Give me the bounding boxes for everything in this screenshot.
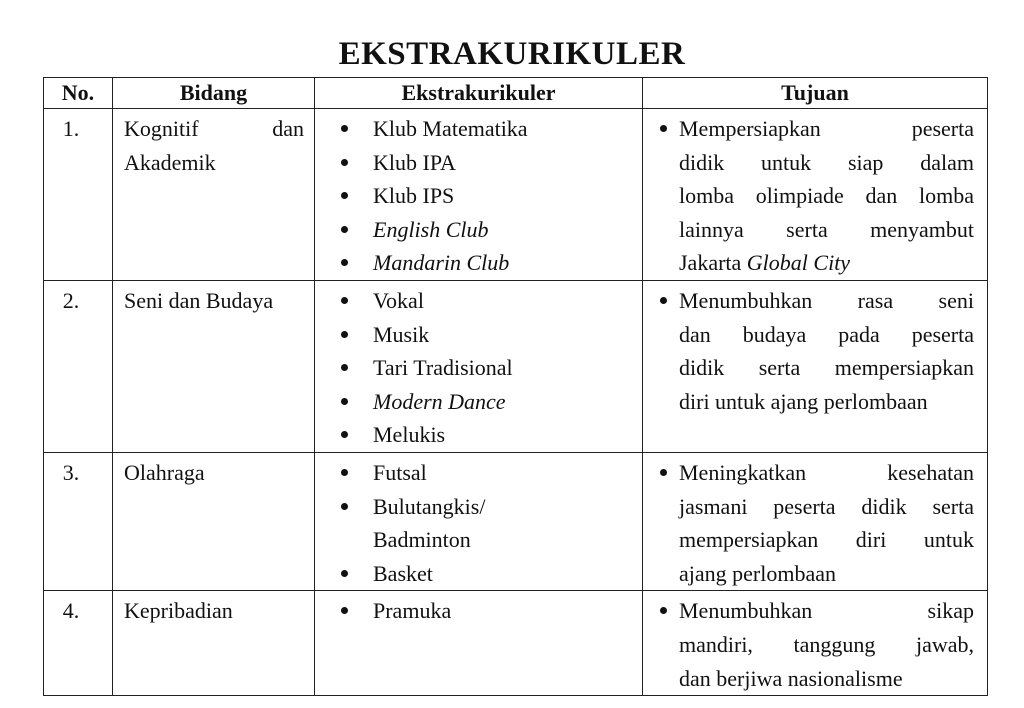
tujuan-line: didik untuk siap dalam [679, 149, 974, 175]
ekstrakurikuler-cell [315, 109, 643, 281]
list-item: Klub Matematika [341, 112, 642, 146]
tujuan-line: lainnya serta menyambut [679, 216, 974, 242]
tujuan-cell [643, 591, 988, 696]
ekstrakurikuler-cell [315, 280, 643, 452]
list-item: Tari Tradisional [341, 351, 642, 385]
extracurricular-table [43, 77, 988, 696]
tujuan-line: lomba olimpiade dan lomba [679, 183, 974, 209]
ekstrakurikuler-cell [315, 452, 643, 590]
list-item: Modern Dance [341, 385, 642, 419]
tujuan-line-italic: Global City [746, 250, 851, 276]
table-row [44, 280, 988, 452]
bidang-cell [113, 452, 315, 590]
tujuan-line: dan budaya pada peserta [679, 321, 974, 347]
bidang-cell [113, 109, 315, 281]
tujuan-line: mempersiapkan diri untuk [679, 527, 974, 553]
table-row [44, 452, 988, 590]
list-item: Futsal [341, 456, 642, 490]
tujuan-line: Mempersiapkan peserta [679, 116, 974, 141]
tujuan-line: Meningkatkan kesehatan [679, 459, 974, 485]
tujuan-text [643, 453, 987, 590]
tujuan-cell [643, 452, 988, 590]
tujuan-cell [643, 280, 988, 452]
bidang-text: Seni dan Budaya [124, 287, 274, 313]
tujuan-cell [643, 109, 988, 281]
tujuan-line: didik serta mempersiapkan [679, 355, 974, 381]
header-no: No. [44, 78, 113, 109]
bidang-text: Kognitif dan [124, 116, 304, 141]
tujuan-line: diri untuk ajang perlombaan [679, 388, 928, 414]
row-number: 2. [44, 280, 113, 452]
list-item [341, 490, 642, 557]
row-number: 4. [44, 591, 113, 696]
ekstrakurikuler-cell [315, 591, 643, 696]
list-item-text: Bulutangkis/ [373, 493, 486, 519]
tujuan-line: jasmani peserta didik serta [679, 493, 974, 519]
tujuan-text [643, 109, 987, 280]
tujuan-line [679, 246, 974, 280]
list-item: Vokal [341, 284, 642, 318]
tujuan-text [643, 281, 987, 418]
header-tujuan: Tujuan [643, 78, 988, 109]
row-number: 1. [44, 109, 113, 281]
list-item: Melukis [341, 418, 642, 452]
header-bidang: Bidang [113, 78, 315, 109]
table-header-row [44, 78, 988, 109]
tujuan-text [643, 591, 987, 695]
list-item-text: Badminton [373, 527, 471, 553]
tujuan-line: dan berjiwa nasionalisme [679, 665, 903, 691]
list-item: Musik [341, 318, 642, 352]
tujuan-line-prefix: Jakarta [679, 250, 747, 276]
bidang-cell [113, 280, 315, 452]
list-item: Pramuka [341, 594, 642, 628]
list-item: Mandarin Club [341, 246, 642, 280]
table-row [44, 109, 988, 281]
bidang-text: Olahraga [124, 459, 205, 485]
list-item: English Club [341, 213, 642, 247]
list-item: Klub IPA [341, 146, 642, 180]
list-item: Basket [341, 557, 642, 591]
tujuan-line: Menumbuhkan sikap [679, 598, 974, 624]
bidang-cell [113, 591, 315, 696]
table-row [44, 591, 988, 696]
page-title: EKSTRAKURIKULER [338, 36, 686, 72]
tujuan-line: Menumbuhkan rasa seni [679, 287, 974, 313]
bidang-text: Kepribadian [124, 598, 233, 624]
list-item: Klub IPS [341, 179, 642, 213]
row-number: 3. [44, 452, 113, 590]
tujuan-line: ajang perlombaan [679, 560, 836, 586]
header-ekstrakurikuler: Ekstrakurikuler [315, 78, 643, 109]
bidang-text: Akademik [124, 149, 216, 175]
tujuan-line: mandiri, tanggung jawab, [679, 631, 974, 657]
